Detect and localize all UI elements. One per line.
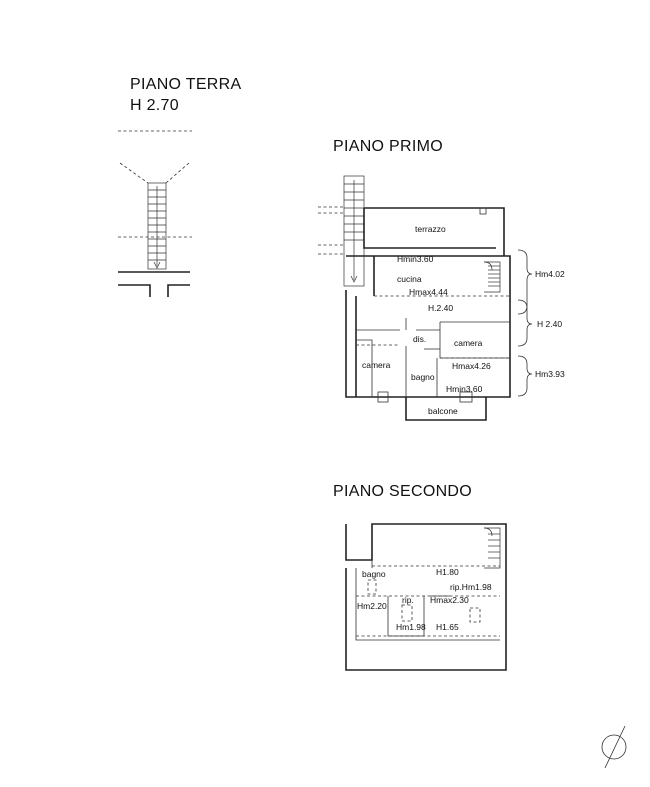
ground-wall — [118, 272, 190, 297]
side-height-bottom: Hm3.93 — [535, 369, 565, 379]
room-camera-right: camera — [454, 338, 483, 348]
ground-floor-plan — [118, 76, 241, 297]
second-rip-fixture — [402, 605, 412, 621]
room-camera-left: camera — [362, 360, 391, 370]
ground-dashed-diagonal-right — [166, 163, 189, 183]
compass-symbol — [602, 726, 626, 768]
room-dis: dis. — [413, 334, 427, 344]
label-hmax230: Hmax2.30 — [430, 595, 469, 605]
room-rip-left: rip. — [402, 595, 414, 605]
first-floor-title: PIANO PRIMO — [333, 138, 443, 155]
ground-floor-title: PIANO TERRA — [130, 76, 242, 93]
label-hm198: Hm1.98 — [396, 622, 426, 632]
label-h-mid: H.2.40 — [428, 303, 454, 313]
bracket-top — [518, 250, 532, 314]
label-hmin-top: Hmin3.60 — [397, 254, 434, 264]
room-bagno-second: bagno — [362, 569, 386, 579]
terrace-drain — [480, 208, 486, 214]
label-h180: H1.80 — [436, 567, 459, 577]
ground-staircase — [148, 183, 166, 269]
side-height-middle: H 2.40 — [537, 319, 563, 329]
label-hmin-bottom: Hmin3.60 — [446, 384, 483, 394]
room-rip-right: rip.Hm1.98 — [450, 582, 492, 592]
second-right-fixture — [470, 608, 480, 622]
second-floor-plan — [333, 483, 506, 670]
label-hm220: Hm2.20 — [357, 601, 387, 611]
ground-dashed-diagonal-left — [120, 163, 148, 183]
room-terrazzo: terrazzo — [415, 224, 446, 234]
ground-floor-height: H 2.70 — [130, 97, 179, 114]
second-internal-staircase — [484, 528, 500, 568]
room-balcone: balcone — [428, 406, 458, 416]
bracket-middle — [518, 300, 532, 346]
first-floor-plan — [318, 138, 565, 420]
bracket-bottom — [518, 356, 532, 396]
label-hmax-camera: Hmax4.26 — [452, 361, 491, 371]
room-cucina: cucina — [397, 274, 422, 284]
first-internal-staircase — [484, 262, 500, 292]
first-corridor-walls — [356, 322, 510, 330]
label-hmax-cucina: Hmax4.44 — [409, 287, 448, 297]
room-bagno: bagno — [411, 372, 435, 382]
label-h165: H1.65 — [436, 622, 459, 632]
second-bath-fixture — [368, 580, 376, 594]
second-floor-title: PIANO SECONDO — [333, 483, 473, 500]
second-outer-wall — [346, 524, 506, 670]
side-height-top: Hm4.02 — [535, 269, 565, 279]
first-external-staircase — [344, 176, 364, 286]
